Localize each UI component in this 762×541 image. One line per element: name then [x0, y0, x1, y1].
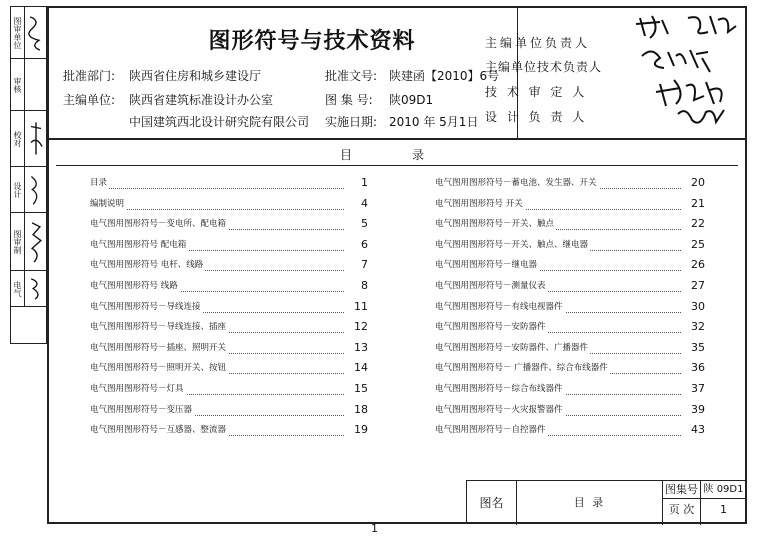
strip-label: 设计 — [12, 167, 25, 212]
toc-entry[interactable] — [90, 403, 368, 424]
strip-cell — [11, 271, 46, 307]
toc-entry[interactable] — [435, 300, 705, 321]
footer-page-value: 1 — [720, 503, 727, 516]
toc-heading: 目录 — [340, 148, 485, 162]
toc-entry-page: 27 — [691, 278, 705, 292]
approval-doc-value: 陕建函【2010】6号 — [389, 69, 500, 83]
toc-entry-title: 电气图用图形符号－开关、触点 — [435, 219, 555, 230]
toc-entry-title: 电气图用图形符号－导线连接 — [90, 301, 201, 312]
footer-title-block — [466, 480, 747, 524]
strip-cell — [11, 7, 46, 59]
toc-entry-page: 18 — [354, 402, 368, 416]
toc-entry[interactable] — [435, 258, 705, 279]
edit-unit-value-2: 中国建筑西北设计研究院有限公司 — [129, 115, 310, 129]
edit-unit-value-1: 陕西省建筑标准设计办公室 — [129, 93, 274, 107]
toc-entry[interactable] — [435, 197, 705, 218]
toc-entry-title: 电气图用图形符号 配电箱 — [90, 239, 187, 250]
toc-entry[interactable] — [435, 403, 705, 424]
toc-left-column — [90, 176, 368, 444]
toc-entry-page: 8 — [361, 278, 368, 292]
footer-atlas-label: 图集号 — [663, 481, 701, 499]
toc-entry-page: 32 — [691, 320, 705, 334]
toc-entry-title: 电气图用图形符号－灯具 — [90, 383, 184, 394]
strip-cell — [11, 59, 46, 111]
toc-entry[interactable] — [90, 217, 368, 238]
page-number: 1 — [371, 522, 378, 535]
toc-entry-title: 编制说明 — [90, 198, 125, 209]
toc-entry[interactable] — [435, 238, 705, 259]
strip-label: 图审制 — [12, 213, 25, 270]
toc-entry-page: 13 — [354, 340, 368, 354]
toc-entry-title: 电气图用图形符号－继电器 — [435, 260, 538, 271]
toc-entry[interactable] — [90, 423, 368, 444]
toc-entry-title: 电气图用图形符号－火灾报警器件 — [435, 404, 563, 415]
toc-entry[interactable] — [435, 423, 705, 444]
toc-entry-page: 4 — [361, 196, 368, 210]
impl-date-label: 实施日期: — [325, 115, 378, 129]
toc-entry-page: 21 — [691, 196, 705, 210]
toc-entry-page: 1 — [361, 176, 368, 189]
strip-label: 图审单位 — [12, 7, 25, 58]
strip-label: 审核 — [12, 59, 25, 110]
toc-entry-title: 电气图用图形符号－安防器件 — [435, 322, 546, 333]
signature-mark — [27, 11, 45, 54]
toc-entry-page: 11 — [354, 299, 368, 313]
toc-entry-title: 电气图用图形符号－蓄电池、发生器、开关 — [435, 178, 597, 188]
toc-entry-page: 43 — [691, 423, 705, 437]
toc-entry[interactable] — [90, 300, 368, 321]
page-title: 图形符号与技术资料 — [208, 29, 416, 54]
toc-entry-title: 电气图用图形符号－开关、触点、继电器 — [435, 239, 589, 250]
toc-entry-title: 电气图用图形符号－自控器件 — [435, 425, 546, 436]
toc-entry-page: 37 — [691, 381, 705, 395]
signature-mark — [27, 275, 45, 302]
strip-cell — [11, 111, 46, 167]
toc-entry[interactable] — [435, 217, 705, 238]
toc-rule — [56, 165, 738, 166]
responsible-4: 设 计 负 责 人 — [485, 110, 588, 124]
toc-entry[interactable] — [90, 258, 368, 279]
footer-name-label: 图名 — [467, 481, 517, 525]
toc-entry[interactable] — [435, 320, 705, 341]
atlas-no-label: 图 集 号: — [325, 93, 373, 107]
toc-entry[interactable] — [435, 341, 705, 362]
signature-mark — [27, 171, 45, 208]
handwritten-signatures — [590, 10, 740, 130]
toc-entry[interactable] — [90, 320, 368, 341]
toc-entry-title: 电气图用图形符号－导线连接、插座 — [90, 322, 227, 333]
toc-entry-title: 电气图用图形符号 电杆、线路 — [90, 260, 204, 271]
toc-entry-title: 电气图用图形符号－综合布线器件 — [435, 383, 563, 394]
toc-entry-title: 电气图用图形符号 开关 — [435, 198, 523, 209]
toc-entry-title: 电气图用图形符号－照明开关、按钮 — [90, 363, 227, 374]
footer-page-label: 页 次 — [663, 499, 701, 525]
approval-dept-label: 批准部门: — [63, 69, 116, 83]
toc-entry-title: 电气图用图形符号－测量仪表 — [435, 280, 546, 291]
toc-entry[interactable] — [90, 279, 368, 300]
toc-entry-page: 35 — [691, 340, 705, 354]
edit-unit-label: 主编单位: — [63, 93, 116, 107]
toc-entry-page: 20 — [691, 176, 705, 189]
toc-entry-page: 25 — [691, 237, 705, 251]
toc-entry[interactable] — [90, 382, 368, 403]
toc-entry-title: 电气图用图形符号－安防器件、广播器件 — [435, 342, 589, 353]
left-signature-strip — [10, 6, 47, 344]
strip-cell — [11, 167, 46, 213]
responsible-1: 主编单位负责人 — [485, 36, 591, 50]
toc-entry-page: 15 — [354, 381, 368, 395]
toc-right-column — [435, 176, 705, 444]
toc-entry[interactable] — [435, 382, 705, 403]
impl-date-value: 2010 年 5月1日 — [389, 115, 479, 129]
toc-entry[interactable] — [90, 176, 368, 197]
toc-entry-title: 电气图用图形符号 线路 — [90, 280, 178, 291]
strip-label: 电气 — [12, 271, 25, 306]
toc-entry[interactable] — [435, 279, 705, 300]
strip-cell — [11, 213, 46, 271]
toc-entry-page: 30 — [691, 299, 705, 313]
toc-entry-page: 36 — [691, 361, 705, 375]
signature-mark — [27, 115, 45, 162]
toc-entry-title: 电气图用图形符号－变压器 — [90, 404, 193, 415]
toc-entry-title: 电气图用图形符号－插座、照明开关 — [90, 342, 227, 353]
toc-entry-page: 26 — [691, 258, 705, 272]
toc-entry[interactable] — [90, 197, 368, 218]
toc-entry-page: 19 — [354, 423, 368, 437]
footer-atlas-value: 陕 09D1 — [701, 481, 746, 499]
toc-entry-page: 22 — [691, 217, 705, 231]
toc-entry-title: 目录 — [90, 178, 108, 188]
toc-entry[interactable] — [435, 361, 705, 382]
toc-entry[interactable] — [90, 341, 368, 362]
toc-entry-page: 39 — [691, 402, 705, 416]
atlas-no-value: 陕09D1 — [389, 93, 434, 107]
toc-entry-title: 电气图用图形符号－互感器、整流器 — [90, 425, 227, 436]
toc-entry-page: 14 — [354, 361, 368, 375]
toc-entry-title: 电气图用图形符号－ 广播器件、综合布线器件 — [435, 363, 608, 374]
signature-mark — [27, 217, 45, 266]
toc-entry[interactable] — [90, 361, 368, 382]
toc-entry-page: 12 — [354, 320, 368, 334]
toc-entry-page: 6 — [361, 237, 368, 251]
approval-doc-label: 批准文号: — [325, 69, 378, 83]
footer-name-value: 目 录 — [517, 481, 663, 525]
toc-entry-page: 7 — [361, 258, 368, 272]
toc-entry[interactable] — [435, 176, 705, 197]
toc-entry-title: 电气图用图形符号－有线电视器件 — [435, 301, 563, 312]
responsible-2: 主编单位技术负责人 — [485, 60, 603, 74]
responsible-3: 技 术 审 定 人 — [485, 85, 588, 99]
approval-dept-value: 陕西省住房和城乡建设厅 — [129, 69, 262, 83]
toc-entry-title: 电气图用图形符号－变电所、配电箱 — [90, 219, 227, 230]
strip-label: 校对 — [12, 111, 25, 166]
toc-entry-page: 5 — [361, 217, 368, 231]
toc-entry[interactable] — [90, 238, 368, 259]
